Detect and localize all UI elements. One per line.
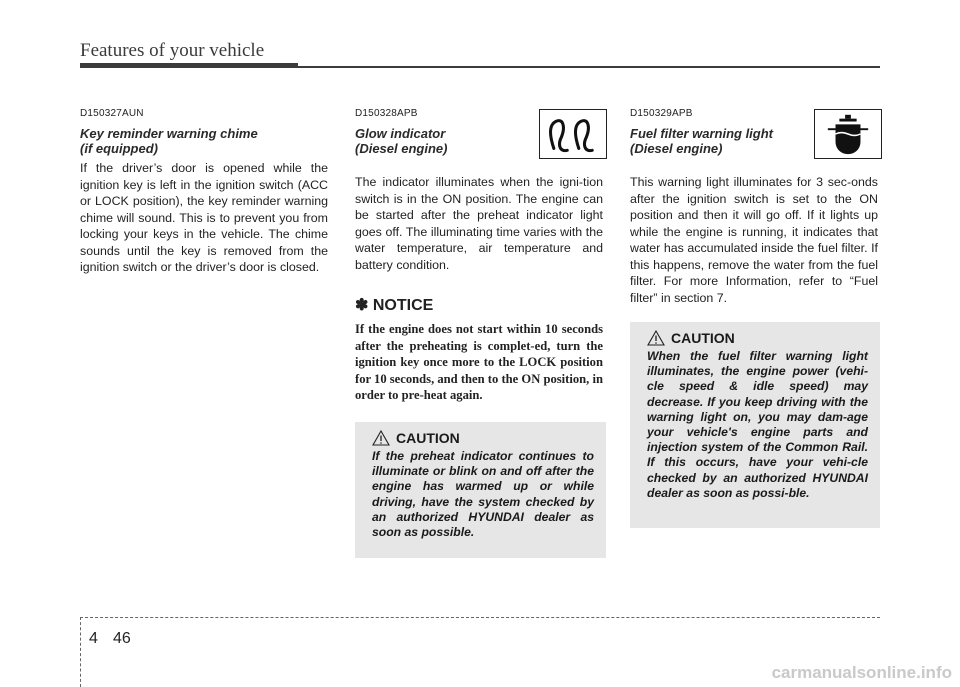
page-number: 46 [113,630,131,647]
section-code: D150328APB [355,108,418,119]
section-subhead: Fuel filter warning light (Diesel engine) [630,126,773,156]
section-key-reminder [80,108,328,276]
watermark: carmanualsonline.info [771,663,952,682]
header-rule-thin [298,66,880,68]
footer-divider [80,617,81,687]
footer-rule [80,617,880,618]
header-rule-thick [80,63,298,68]
section-code: D150329APB [630,108,693,119]
fuel-filter-icon [814,109,882,159]
page-header-title: Features of your vehicle [80,40,265,61]
chapter-number: 4 [89,630,98,647]
section-code: D150327AUN [80,108,144,119]
notice-symbol: ✽ [355,297,369,314]
caution-box-preheat [355,422,606,558]
notice-text: If the engine does not start within 10 seconds after the preheating is complet-ed, turn the ignition key once more to the LOCK position for 10 seconds, and then to the ON position, in order to pre-heat again. [355,322,603,402]
section-body: This warning light illuminates for 3 sec-onds after the ignition switch is set to the ON position and then it will go off. If it lights up while the engine is running, it indicates that water has accumulated inside the fuel filter. If this happens, remove the water from the fuel filter. For more Information, refer to “Fuel filter” in section 7. [630,175,878,305]
caution-text: When the fuel filter warning light illuminates, the engine power (vehi-cle speed & idle speed) may decrease. If you keep driving with the warning light on, you may dam-age your vehicle's engine parts and injection system of the Common Rail. If this occurs, have your vehi-cle checked by an authorized HYUNDAI dealer as soon as possi-ble. [647,349,868,500]
section-body: If the driver’s door is opened while the ignition key is left in the ignition switch (ACC or LOCK position), the key reminder warning chime will sound. This is to prevent you from locking your keys in the vehicle. The chime sounds until the key is removed from the ignition switch or the driver’s door is closed. [80,161,328,274]
warning-triangle-icon [372,430,390,446]
caution-header [647,330,868,346]
caution-title: CAUTION [671,330,735,346]
notice-heading [355,295,603,315]
warning-triangle-icon [647,330,665,346]
caution-header [372,430,594,446]
notice-title: NOTICE [372,297,434,314]
section-subhead: Key reminder warning chime (if equipped) [80,126,258,156]
glow-plug-icon [539,109,607,159]
caution-title: CAUTION [396,430,460,446]
caution-box-fuel-filter [630,322,880,528]
section-subhead: Glow indicator (Diesel engine) [355,126,448,156]
caution-text: If the preheat indicator continues to illuminate or blink on and off after the engine has warmed up or while driving, have the system checked by an authorized HYUNDAI dealer as soon as possible. [372,449,594,540]
section-body: The indicator illuminates when the igni-tion switch is in the ON position. The engine can be started after the preheat indicator light goes off. The illuminating time varies with the water temperature, air temperature and battery condition. [355,175,603,272]
